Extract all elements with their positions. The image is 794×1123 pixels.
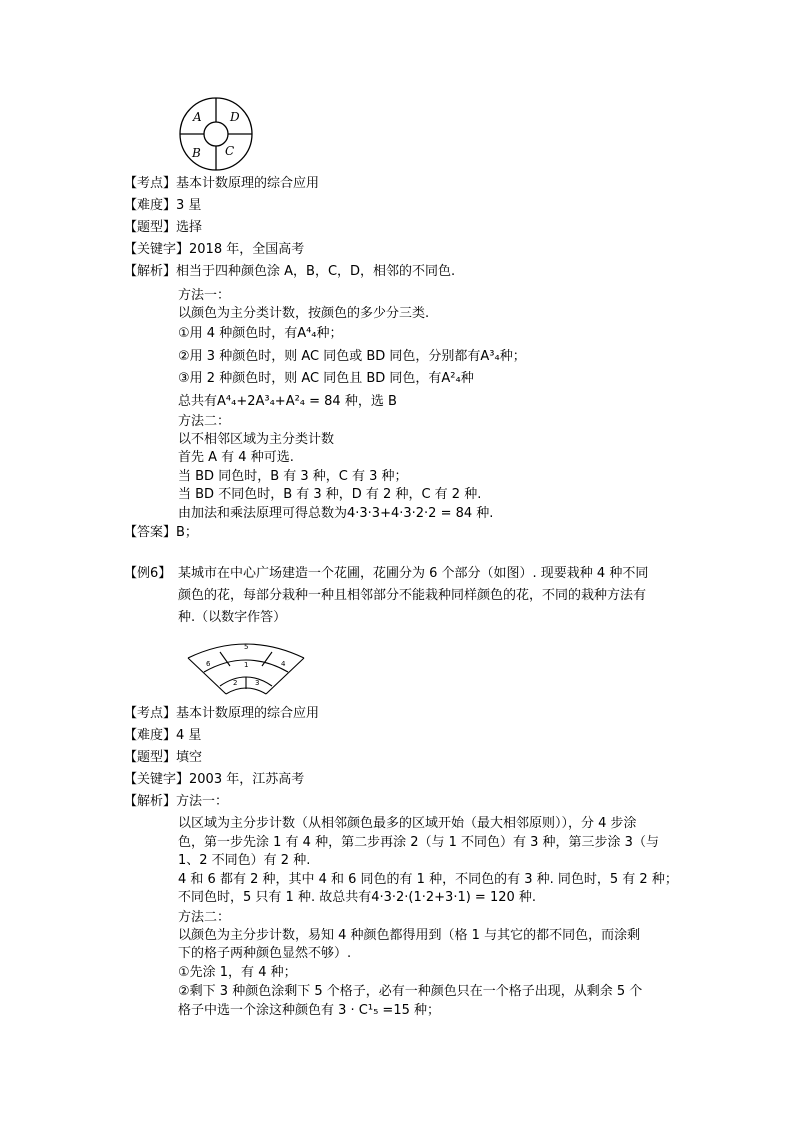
ex5-line: 方法一： [178,288,231,303]
ex5-line: ①用 4 种颜色时，有A⁴₄种； [178,326,343,341]
ex6-line: 色，第一步先涂 1 有 4 种，第二步再涂 2（与 1 不同色）有 3 种，第三步涂 3（与 [178,835,659,850]
ex6-line: 方法二： [178,910,231,925]
bed-label-2: 2 [233,679,238,687]
region-label-d: D [230,110,240,124]
ex6-tag: 【例6】 [124,566,172,581]
ex5-jiexi: 【解析】相当于四种颜色涂 A，B，C，D，相邻的不同色. [124,264,456,279]
ex6-line: ②剩下 3 种颜色涂剩下 5 个格子，必有一种颜色只在一个格子出现，从剩余 5 个 [178,984,643,999]
ex5-guanjianzi: 【关键字】2018 年，全国高考 [124,242,305,257]
ex6-question-line: 某城市在中心广场建造一个花圃，花圃分为 6 个部分（如图）. 现要栽种 4 种不同 [178,566,649,581]
ex6-tixing: 【题型】填空 [124,750,203,765]
ex5-nandu: 【难度】3 星 [124,198,202,213]
region-label-a: A [193,110,202,124]
ex5-line: 方法二： [178,414,231,429]
ex5-line: 以不相邻区域为主分类计数 [178,432,335,447]
ex6-line: 以区域为主分步计数（从相邻颜色最多的区域开始（最大相邻原则）），分 4 步涂 [178,816,637,831]
ex5-line: 首先 A 有 4 种可选. [178,450,294,465]
ex5-line: 以颜色为主分类计数，按颜色的多少分三类. [178,306,430,321]
ex6-line: 1、2 不同色）有 2 种. [178,853,311,868]
bed-label-6: 6 [206,660,211,668]
ex6-line: 以颜色为主分步计数，易知 4 种颜色都得用到（格 1 与其它的都不同色，而涂剩 [178,928,641,943]
region-label-c: C [225,144,235,158]
ex6-line: 4 和 6 都有 2 种，其中 4 和 6 同色的有 1 种，不同色的有 3 种. 同色时，5 有 2 种； [178,872,678,887]
bed-label-1: 1 [244,661,249,669]
bed-label-5: 5 [244,643,249,651]
ex6-line: 下的格子两种颜色显然不够）. [178,946,352,961]
ex6-guanjianzi: 【关键字】2003 年，江苏高考 [124,772,305,787]
ex5-line: ②用 3 种颜色时，则 AC 同色或 BD 同色，分别都有A³₄种； [178,349,526,364]
ex5-kaodian: 【考点】基本计数原理的综合应用 [124,176,320,191]
flower-bed-diagram [186,634,306,696]
ex6-question-line: 种.（以数字作答） [178,610,287,625]
ex5-line: 当 BD 不同色时，B 有 3 种，D 有 2 种，C 有 2 种. [178,487,482,502]
ex5-line: 总共有A⁴₄+2A³₄+A²₄ = 84 种，选 B [178,394,397,409]
four-region-circle-diagram [175,97,257,171]
region-label-b: B [192,146,201,160]
ex6-line: ①先涂 1，有 4 种； [178,965,297,980]
ex5-line: 当 BD 同色时，B 有 3 种，C 有 3 种； [178,469,408,484]
ex5-line: ③用 2 种颜色时，则 AC 同色且 BD 同色，有A²₄种 [178,371,474,386]
ex6-line: 格子中选一个涂这种颜色有 3 · C¹₅ =15 种； [178,1003,440,1018]
bed-label-3: 3 [255,679,260,687]
ex6-line: 不同色时，5 只有 1 种. 故总共有4·3·2·(1·2+3·1) = 120 种. [178,890,537,905]
bed-label-4: 4 [281,660,286,668]
ex5-line: 由加法和乘法原理可得总数为4·3·3+4·3·2·2 = 84 种. [178,506,494,521]
ex6-kaodian: 【考点】基本计数原理的综合应用 [124,706,320,721]
ex6-jiexi: 【解析】方法一： [124,794,229,809]
ex5-daan: 【答案】B； [124,525,198,540]
ex6-nandu: 【难度】4 星 [124,728,202,743]
ex5-tixing: 【题型】选择 [124,220,203,235]
ex6-question-line: 颜色的花，每部分栽种一种且相邻部分不能栽种同样颜色的花，不同的栽种方法有 [178,588,647,603]
